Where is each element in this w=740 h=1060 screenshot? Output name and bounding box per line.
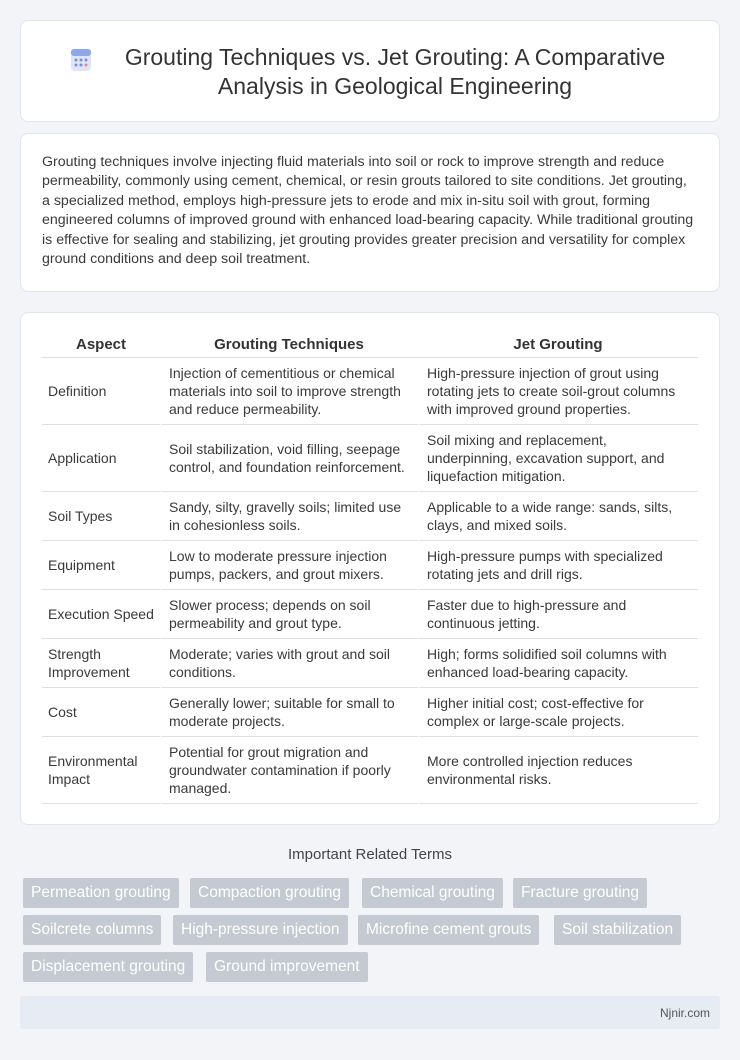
tag-displacement-grouting[interactable]: Displacement grouting <box>23 952 193 982</box>
grouting-cell: Sandy, silty, gravelly soils; limited use in cohesionless soils. <box>160 492 418 541</box>
grouting-cell: Potential for grout migration and groundwater contamination if poorly managed. <box>160 737 418 804</box>
table-row <box>42 639 698 688</box>
grouting-cell: Low to moderate pressure injection pumps, packers, and grout mixers. <box>160 541 418 590</box>
grouting-cell: Slower process; depends on soil permeability and grout type. <box>160 590 418 639</box>
related-terms-title: Important Related Terms <box>288 846 452 863</box>
aspect-cell: Application <box>42 425 160 492</box>
table-header-row <box>42 332 698 358</box>
grouting-cell: Generally lower; suitable for small to moderate projects. <box>160 688 418 737</box>
table-row <box>42 688 698 737</box>
table-row <box>42 737 698 804</box>
tag-compaction-grouting[interactable]: Compaction grouting <box>190 878 349 908</box>
aspect-cell: Execution Speed <box>42 590 160 639</box>
jet-grouting-cell: More controlled injection reduces environmental risks. <box>418 737 698 804</box>
jet-grouting-cell: Soil mixing and replacement, underpinning, excavation support, and liquefaction mitigation. <box>418 425 698 492</box>
tag-chemical-grouting[interactable]: Chemical grouting <box>362 878 503 908</box>
jet-grouting-cell: Faster due to high-pressure and continuous jetting. <box>418 590 698 639</box>
aspect-cell: Soil Types <box>42 492 160 541</box>
grouting-cell: Soil stabilization, void filling, seepage control, and foundation reinforcement. <box>160 425 418 492</box>
tag-soilcrete-columns[interactable]: Soilcrete columns <box>23 915 161 945</box>
jet-grouting-cell: Higher initial cost; cost-effective for complex or large-scale projects. <box>418 688 698 737</box>
aspect-cell: Strength Improvement <box>42 639 160 688</box>
jet-grouting-cell: High-pressure pumps with specialized rotating jets and drill rigs. <box>418 541 698 590</box>
table-row <box>42 590 698 639</box>
page-title: Grouting Techniques vs. Jet Grouting: A Comparative Analysis in Geological Engineering <box>124 44 666 99</box>
tag-ground-improvement[interactable]: Ground improvement <box>206 952 368 982</box>
grouting-cell: Moderate; varies with grout and soil conditions. <box>160 639 418 688</box>
jet-grouting-cell: High; forms solidified soil columns with enhanced load-bearing capacity. <box>418 639 698 688</box>
intro-paragraph: Grouting techniques involve injecting fluid materials into soil or rock to improve strength and reduce permeability, commonly using cement, chemical, or resin grouts tailored to site conditions. Jet grouting, a specialized method, employs high-pressure jets to erode and mix in-situ soil with grout, forming engineered columns of improved ground with enhanced load-bearing capacity. While traditional grouting is effective for sealing and stabilizing, jet grouting provides greater precision and versatility for complex ground conditions and deep soil treatment. <box>42 154 694 268</box>
aspect-cell: Cost <box>42 688 160 737</box>
aspect-cell: Equipment <box>42 541 160 590</box>
title-card <box>20 20 720 122</box>
header-grouting-techniques: Grouting Techniques <box>160 332 418 358</box>
comparison-table-card <box>20 312 720 825</box>
jet-grouting-cell: Applicable to a wide range: sands, silts, clays, and mixed soils. <box>418 492 698 541</box>
comparison-table <box>42 332 698 804</box>
header-jet-grouting: Jet Grouting <box>418 332 698 358</box>
table-row <box>42 541 698 590</box>
intro-card <box>20 133 720 292</box>
tag-microfine-cement-grouts[interactable]: Microfine cement grouts <box>358 915 539 945</box>
tag-high-pressure-injection[interactable]: High-pressure injection <box>173 915 348 945</box>
table-row <box>42 358 698 425</box>
footer <box>20 996 720 1029</box>
tag-soil-stabilization[interactable]: Soil stabilization <box>554 915 681 945</box>
aspect-cell: Environmental Impact <box>42 737 160 804</box>
aspect-cell: Definition <box>42 358 160 425</box>
jet-grouting-cell: High-pressure injection of grout using rotating jets to create soil-grout columns with improved ground properties. <box>418 358 698 425</box>
footer-source[interactable]: Njnir.com <box>659 1006 710 1020</box>
tag-permeation-grouting[interactable]: Permeation grouting <box>23 878 179 908</box>
table-row <box>42 492 698 541</box>
grouting-cell: Injection of cementitious or chemical materials into soil to improve strength and reduce permeability. <box>160 358 418 425</box>
tag-fracture-grouting[interactable]: Fracture grouting <box>513 878 647 908</box>
table-row <box>42 425 698 492</box>
header-aspect: Aspect <box>42 332 160 358</box>
